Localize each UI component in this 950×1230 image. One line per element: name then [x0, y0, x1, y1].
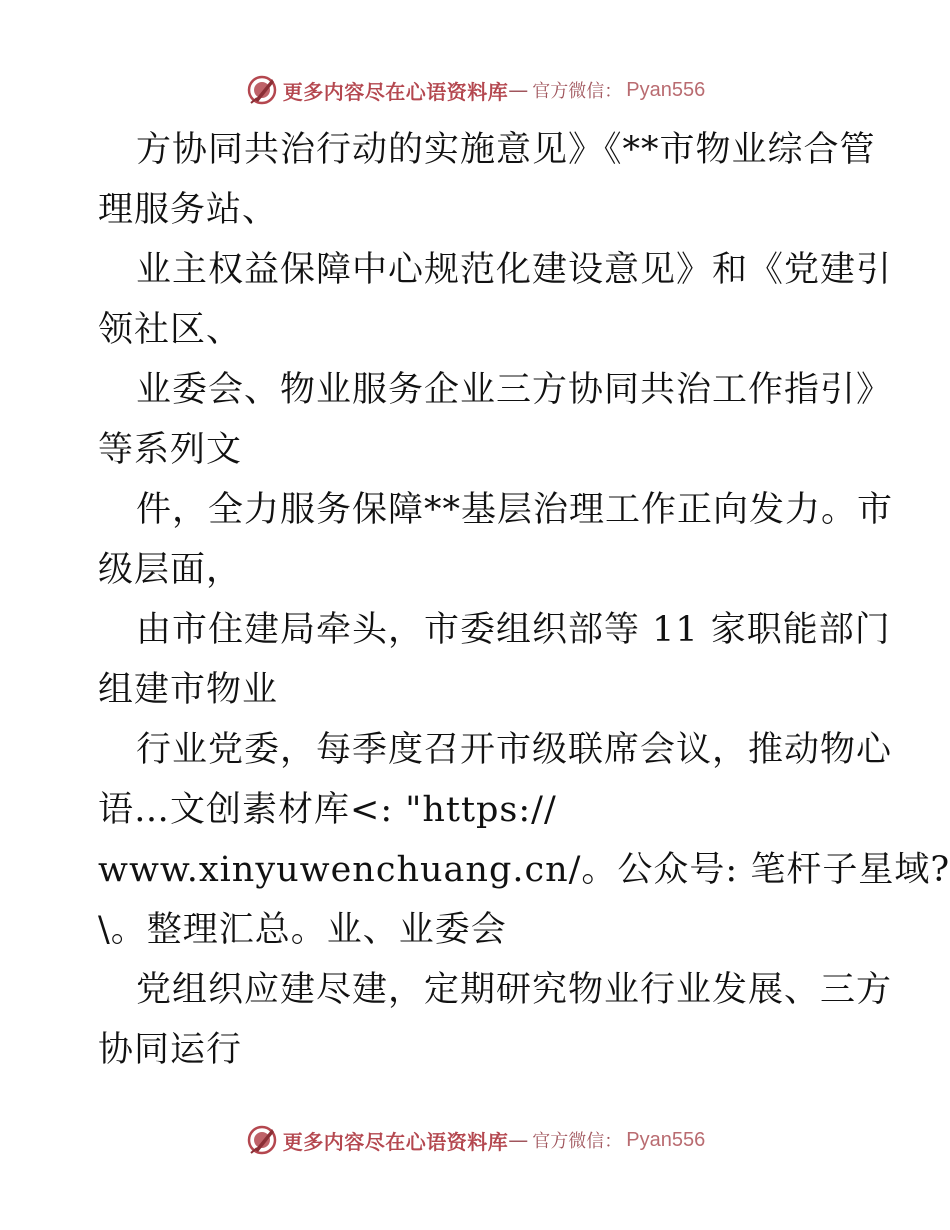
banner-contact-id: Pyan556 [626, 1128, 706, 1151]
body-line: 由市住建局牵头，市委组织部等 11 家职能部门 [136, 610, 891, 650]
body-line: 协同运行 [98, 1030, 243, 1070]
banner-title: 更多内容尽在心语资料库 [282, 79, 509, 104]
body-line: 领社区、 [98, 310, 243, 350]
body-line: 方协同共治行动的实施意见》《**市物业综合管 [136, 130, 876, 170]
body-line: 级层面， [98, 550, 243, 590]
banner-dash: — [508, 1128, 529, 1152]
footer-banner [0, 1120, 950, 1160]
body-line: 理服务站、 [98, 190, 279, 230]
document-body [98, 120, 950, 1080]
body-line: \。整理汇总。业、业委会 [98, 910, 507, 950]
banner-dash: — [508, 78, 529, 102]
header-banner [0, 70, 950, 110]
body-line: 件，全力服务保障**基层治理工作正向发力。市 [136, 490, 894, 530]
banner-contact-label: 官方微信： [532, 1131, 623, 1152]
body-line: 行业党委，每季度召开市级联席会议，推动物心 [136, 730, 893, 770]
banner-contact-id: Pyan556 [626, 78, 706, 101]
body-line: 组建市物业 [98, 670, 279, 710]
quill-pen-logo-icon [245, 1123, 279, 1157]
body-line: 等系列文 [98, 430, 243, 470]
body-line: 业委会、物业服务企业三方协同共治工作指引》 [136, 370, 893, 410]
body-line: 党组织应建尽建，定期研究物业行业发展、三方 [136, 970, 893, 1010]
banner-title: 更多内容尽在心语资料库 [282, 1129, 509, 1154]
quill-pen-logo-icon [245, 73, 279, 107]
body-line: 业主权益保障中心规范化建设意见》和《党建引 [136, 250, 893, 290]
body-line: 语…文创素材库<: "https:// [98, 790, 557, 830]
body-line: www.xinyuwenchuang.cn/。公众号: 笔杆子星域? [98, 850, 950, 890]
banner-contact-label: 官方微信： [532, 81, 623, 102]
